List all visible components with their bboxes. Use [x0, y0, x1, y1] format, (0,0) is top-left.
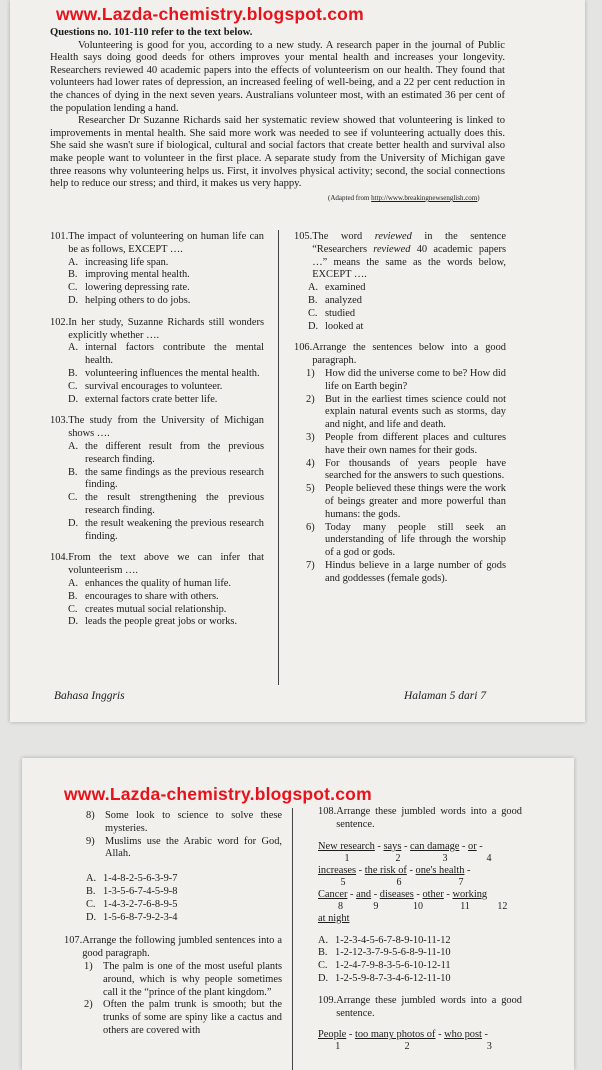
footer-page-number: Halaman 5 dari 7: [404, 690, 487, 702]
option-d[interactable]: D. external factors crate better life.: [68, 393, 218, 405]
column-divider: [278, 230, 279, 685]
sentence-5: 5) People believed these things were the work of beings greater and more powerful than humans: the gods.: [306, 483, 506, 520]
left-question-column: [50, 231, 264, 638]
option-d[interactable]: D. 1-5-6-8-7-9-2-3-4: [86, 911, 178, 923]
option-b[interactable]: B. volunteering influences the mental health.: [68, 367, 260, 379]
question-stem: Arrange these jumbled words into a good sentence.: [336, 994, 522, 1019]
sentence-2: 2) Often the palm trunk is smooth; but the trunks of some are spiny like a cactus and others are covered with: [84, 999, 282, 1036]
question-103: [50, 415, 264, 543]
question-stem: Arrange the following jumbled sentences into a good paragraph.: [82, 935, 282, 960]
question-104: [50, 552, 264, 629]
reading-passage: [50, 27, 505, 191]
question-109: [318, 995, 522, 1053]
sentence-1: 1) The palm is one of the most useful plants around, which is why people sometimes call it the “prince of the plant kingdom.”: [84, 960, 282, 998]
passage-paragraph-2: Researcher Dr Suzanne Richards said her systematic review showed that volunteering is linked to improvements in mental health. She said more work was needed to see if volunteering actually does this. She said she wasn't sure if biological, cultural and social factors that create better health and survival also make people want to volunteer in the first place. A separate study from the University of Michigan gave three reasons why volunteering helps us. First, it involves physical activity; second, the social connections help to reduce our stress; and third, it makes us very happy.: [50, 115, 505, 190]
option-b[interactable]: B. 1-2-12-3-7-9-5-6-8-9-11-10: [318, 947, 451, 959]
jumbled-words-line-2: increases - the risk of - one's health -: [318, 864, 471, 876]
watermark: www.Lazda-chemistry.blogspot.com: [64, 784, 372, 804]
option-c[interactable]: C. survival encourages to volunteer.: [68, 380, 223, 392]
option-d[interactable]: D. the result weakening the previous research finding.: [68, 517, 264, 542]
question-108: [318, 806, 522, 986]
sentence-7: 7) Hindus believe in a large number of gods and goddesses (female gods).: [306, 559, 506, 584]
word-numbers-line-3: 8 9 10 11 12: [338, 900, 508, 912]
question-107: [64, 935, 282, 1037]
option-a[interactable]: A. the different result from the previous research finding.: [68, 440, 264, 465]
word-numbers-line-1: 1 2 3 4: [344, 852, 492, 864]
questions-heading: Questions no. 101-110 refer to the text below.: [50, 27, 253, 38]
option-c[interactable]: C. lowering depressing rate.: [68, 282, 190, 294]
option-c[interactable]: C. the result strengthening the previous research finding.: [68, 492, 264, 516]
option-a[interactable]: A. internal factors contribute the mental health.: [68, 342, 264, 367]
source-url[interactable]: http://www.breakingnewsenglish.com: [371, 194, 478, 202]
question-number: 104.: [50, 552, 69, 564]
question-number: 101.: [50, 231, 69, 242]
option-c[interactable]: C. creates mutual social relationship.: [68, 603, 227, 615]
option-d[interactable]: D. looked at: [308, 320, 364, 332]
option-a[interactable]: A. 1-4-8-2-5-6-3-9-7: [86, 873, 178, 885]
option-c[interactable]: C. studied: [308, 307, 356, 319]
column-divider: [292, 808, 293, 1070]
question-stem: The word reviewed in the sentence “Researchers reviewed 40 academic papers …” means the same as the words below, EXCEPT ….: [312, 231, 506, 281]
question-102: [50, 317, 264, 407]
question-106-continued: [78, 810, 282, 924]
question-number: 106.: [294, 342, 313, 354]
sentence-2: 2) But in the earliest times science could not explain natural events such as storms, day and night, and life and death.: [306, 393, 506, 431]
question-number: 107.: [64, 935, 83, 947]
watermark: www.Lazda-chemistry.blogspot.com: [56, 4, 364, 24]
option-d[interactable]: D. helping others to do jobs.: [68, 294, 191, 306]
question-stem: Arrange the sentences below into a good paragraph.: [312, 342, 506, 367]
sentence-9: 9) Muslims use the Arabic word for God, Allah.: [86, 835, 282, 860]
jumbled-words-line-1: People - too many photos of - who post -: [318, 1029, 489, 1041]
option-b[interactable]: B. encourages to share with others.: [68, 590, 219, 602]
option-a[interactable]: A. examined: [308, 282, 366, 294]
question-stem: From the text above we can infer that volunteerism ….: [68, 552, 264, 577]
sentence-4: 4) For thousands of years people have searched for the answers to such questions.: [306, 457, 506, 482]
sentence-1: 1) How did the universe come to be? How did life on Earth begin?: [306, 367, 506, 392]
question-106: [294, 342, 506, 585]
option-d[interactable]: D. leads the people great jobs or works.: [68, 616, 238, 628]
footer-subject: Bahasa Inggris: [54, 690, 125, 702]
passage-paragraph-1: Volunteering is good for you, according to a new study. A research paper in the journal of Public Health says doing good deeds for others improves your mental health and increases your longevity. Researchers reviewed 40 academic papers into the effects of volunteerism on our health. They found that volunteers had lower rates of depression, an increased feeling of well-being, and a 22 per cent reduction in the chances of dying in the next seven years. Australians volunteer most, with an estimated 36 per cent of the population lending a hand.: [50, 39, 505, 114]
sentence-6: 6) Today many people still seek an understanding of life through the worship of a god or gods.: [306, 521, 506, 559]
left-question-column: [64, 810, 282, 1047]
option-d[interactable]: D. 1-2-5-9-8-7-3-4-6-12-11-10: [318, 972, 451, 984]
word-numbers-line-2: 5 6 7: [340, 876, 464, 888]
sentence-8: 8) Some look to science to solve these mysteries.: [86, 810, 282, 834]
jumbled-words-line-4: at night: [318, 912, 350, 924]
exam-page-6: [22, 758, 574, 1070]
question-stem: The study from the University of Michigan shows ….: [68, 415, 264, 440]
question-number: 108.: [318, 806, 337, 817]
option-a[interactable]: A. 1-2-3-4-5-6-7-8-9-10-11-12: [318, 934, 451, 946]
question-number: 105.: [294, 231, 313, 242]
option-b[interactable]: B. analyzed: [308, 294, 362, 306]
question-stem: Arrange these jumbled words into a good sentence.: [336, 806, 522, 830]
option-c[interactable]: C. 1-2-4-7-9-8-3-5-6-10-12-11: [318, 960, 451, 972]
right-question-column: [318, 806, 522, 1061]
question-number: 103.: [50, 415, 69, 427]
question-101: [50, 231, 264, 308]
right-question-column: [294, 231, 506, 595]
option-b[interactable]: B. 1-3-5-6-7-4-5-9-8: [86, 885, 178, 897]
question-105: [294, 231, 506, 333]
source-attribution: (Adapted from http://www.breakingnewsenglish.com): [328, 194, 480, 202]
option-a[interactable]: A. increasing life span.: [68, 256, 169, 268]
jumbled-words-line-1: New research - says - can damage - or -: [318, 840, 483, 852]
word-numbers-line-1: 1 2 3: [335, 1041, 492, 1053]
question-stem: In her study, Suzanne Richards still wonders explicitly whether ….: [68, 316, 264, 341]
question-number: 109.: [318, 994, 337, 1006]
option-b[interactable]: B. improving mental health.: [68, 269, 190, 281]
question-stem: The impact of volunteering on human life can be as follows, EXCEPT ….: [68, 231, 264, 255]
question-number: 102.: [50, 316, 69, 328]
option-c[interactable]: C. 1-4-3-2-7-6-8-9-5: [86, 898, 178, 910]
option-b[interactable]: B. the same findings as the previous research finding.: [68, 466, 264, 491]
sentence-3: 3) People from different places and cultures have their own names for their gods.: [306, 431, 506, 456]
exam-page-5: [10, 0, 585, 722]
option-a[interactable]: A. enhances the quality of human life.: [68, 577, 231, 589]
jumbled-words-line-3: Cancer - and - diseases - other - working: [318, 888, 488, 900]
